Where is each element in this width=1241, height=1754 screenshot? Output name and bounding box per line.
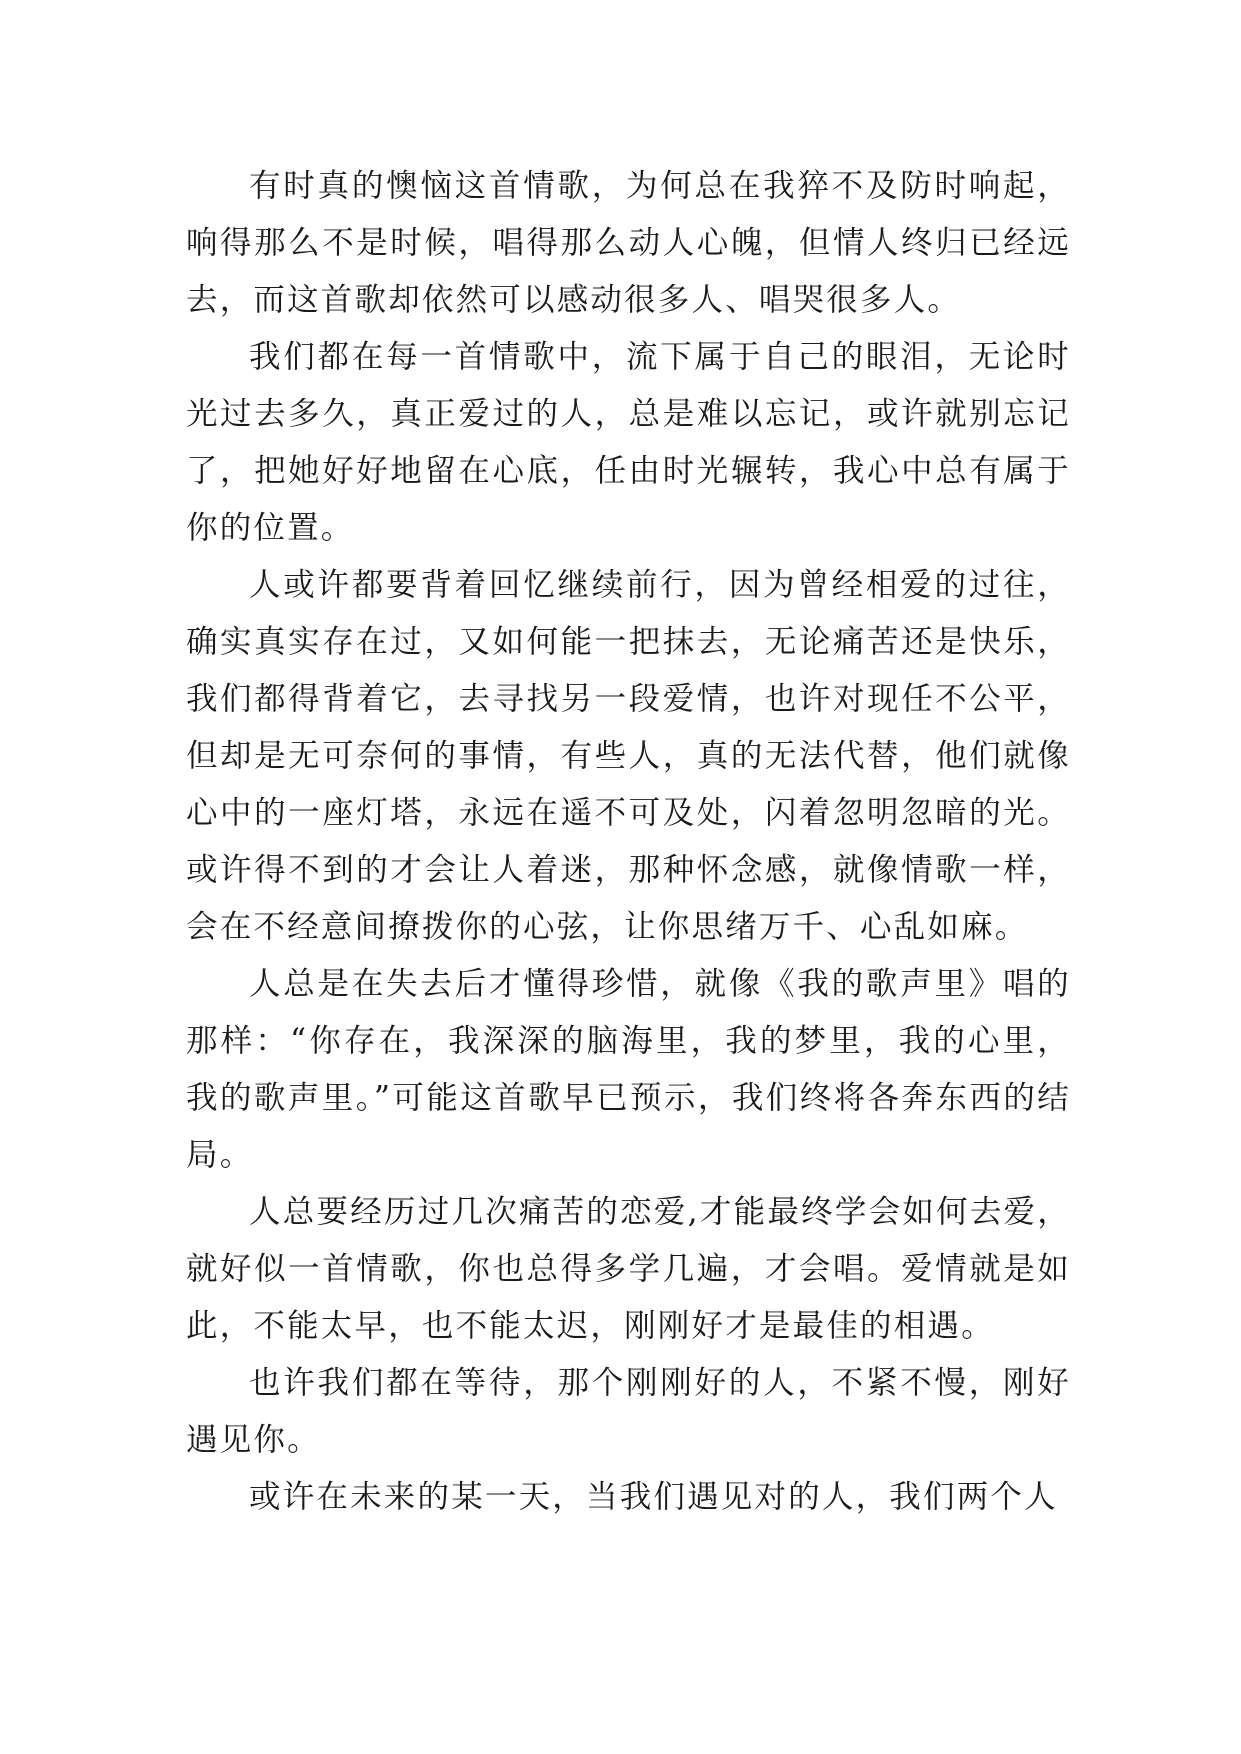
paragraph-4: 人总是在失去后才懂得珍惜，就像《我的歌声里》唱的那样：“你存在，我深深的脑海里，我的梦里，我的心里，我的歌声里。”可能这首歌早已预示，我们终将各奔东西的结局。 [186,966,1071,1173]
paragraph-5: 人总要经历过几次痛苦的恋爱,才能最终学会如何去爱，就好似一首情歌，你也总得多学几遍，才会唱。爱情就是如此，不能太早，也不能太迟，刚刚好才是最佳的相遇。 [186,1194,1071,1344]
paragraph-6: 也许我们都在等待，那个刚刚好的人，不紧不慢，刚好遇见你。 [186,1365,1071,1458]
paragraph-3: 人或许都要背着回忆继续前行，因为曾经相爱的过往，确实真实存在过，又如何能一把抹去，无论痛苦还是快乐，我们都得背着它，去寻找另一段爱情，也许对现任不公平，但却是无可奈何的事情，有些人，真的无法代替，他们就像心中的一座灯塔，永远在遥不可及处，闪着忽明忽暗的光。或许得不到的才会让人着迷，那种怀念感，就像情歌一样，会在不经意间撩拨你的心弦，让你思绪万千、心乱如麻。 [186,567,1071,945]
paragraph-1: 有时真的懊恼这首情歌，为何总在我猝不及防时响起，响得那么不是时候，唱得那么动人心魄，但情人终归已经远去，而这首歌却依然可以感动很多人、唱哭很多人。 [186,168,1071,318]
paragraph-7: 或许在未来的某一天，当我们遇见对的人，我们两个人 [249,1479,1058,1515]
document-body [186,158,1071,1526]
paragraph-2: 我们都在每一首情歌中，流下属于自己的眼泪，无论时光过去多久，真正爱过的人，总是难以忘记，或许就别忘记了，把她好好地留在心底，任由时光辗转，我心中总有属于你的位置。 [186,339,1071,546]
